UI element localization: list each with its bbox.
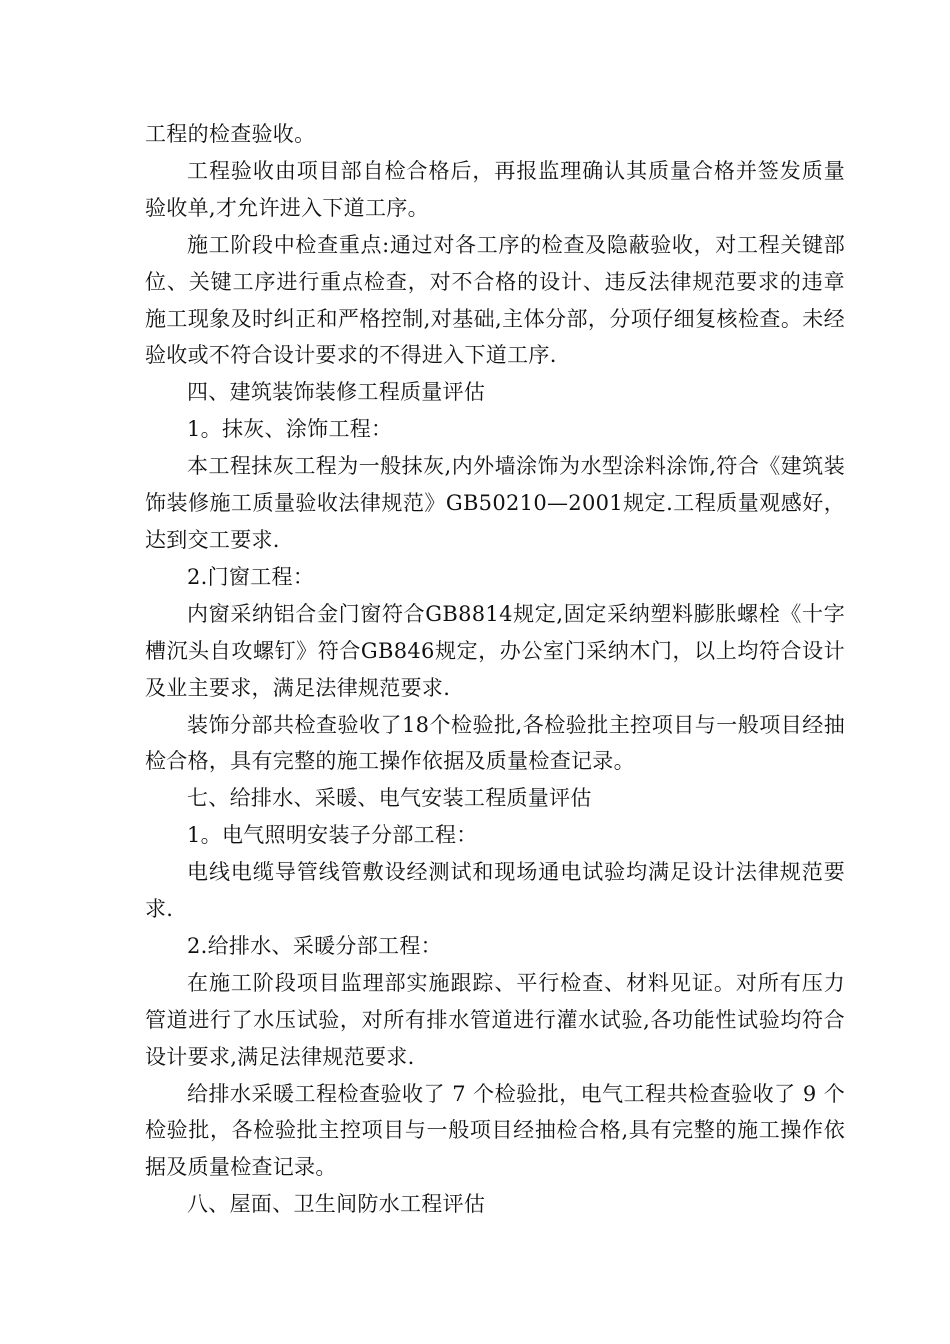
paragraph-acceptance-procedure: 工程验收由项目部自检合格后，再报监理确认其质量合格并签发质量验收单,才允许进入下道工序。 xyxy=(145,158,845,220)
subheading-lighting: 1。电气照明安装子分部工程： xyxy=(187,823,478,848)
paragraph-continuation: 工程的检查验收。 xyxy=(145,122,316,146)
section-heading-decoration: 四、建筑装饰装修工程质量评估 xyxy=(187,380,486,405)
paragraph-pressure-tests: 在施工阶段项目监理部实施跟踪、平行检查、材料见证。对所有压力管道进行了水压试验，对所有排水管道进行灌水试验,各功能性试验均符合设计要求,满足法律规范要求. xyxy=(145,970,845,1069)
paragraph-cable-testing: 电线电缆导管线管敷设经测试和现场通电试验均满足设计法律规范要求. xyxy=(145,860,845,922)
paragraph-plastering: 本工程抹灰工程为一般抹灰,内外墙涂饰为水型涂料涂饰,符合《建筑装饰装修施工质量验收法律规范》GB50210—2001规定.工程质量观感好，达到交工要求. xyxy=(145,454,845,552)
paragraph-inspection-focus: 施工阶段中检查重点:通过对各工序的检查及隐蔽验收，对工程关键部位、关键工序进行重点检查，对不合格的设计、违反法律规范要求的违章施工现象及时纠正和严格控制,对基础,主体分部，分项仔细复核检查。未经验收或不符合设计要求的不得进入下道工序. xyxy=(145,232,845,368)
paragraph-doors-windows: 内窗采纳铝合金门窗符合GB8814规定,固定采纳塑料膨胀螺栓《十字槽沉头自攻螺钉》符合GB846规定，办公室门采纳木门，以上均符合设计及业主要求，满足法律规范要求. xyxy=(145,601,845,700)
subheading-plastering: 1。抹灰、涂饰工程： xyxy=(187,417,393,442)
paragraph-plumbing-batches: 给排水采暖工程检查验收了 7 个检验批，电气工程共检查验收了 9 个检验批，各检验批主控项目与一般项目经抽检合格,具有完整的施工操作依据及质量检查记录。 xyxy=(145,1081,845,1180)
subheading-plumbing-heating: 2.给排水、采暖分部工程： xyxy=(187,933,442,958)
document-body xyxy=(145,116,845,1223)
section-heading-plumbing-electrical: 七、给排水、采暖、电气安装工程质量评估 xyxy=(187,786,592,811)
subheading-doors-windows: 2.门窗工程： xyxy=(187,564,315,589)
section-heading-waterproofing: 八、屋面、卫生间防水工程评估 xyxy=(187,1192,486,1217)
paragraph-decoration-batches: 装饰分部共检查验收了18个检验批,各检验批主控项目与一般项目经抽检合格，具有完整的施工操作依据及质量检查记录。 xyxy=(145,712,845,774)
